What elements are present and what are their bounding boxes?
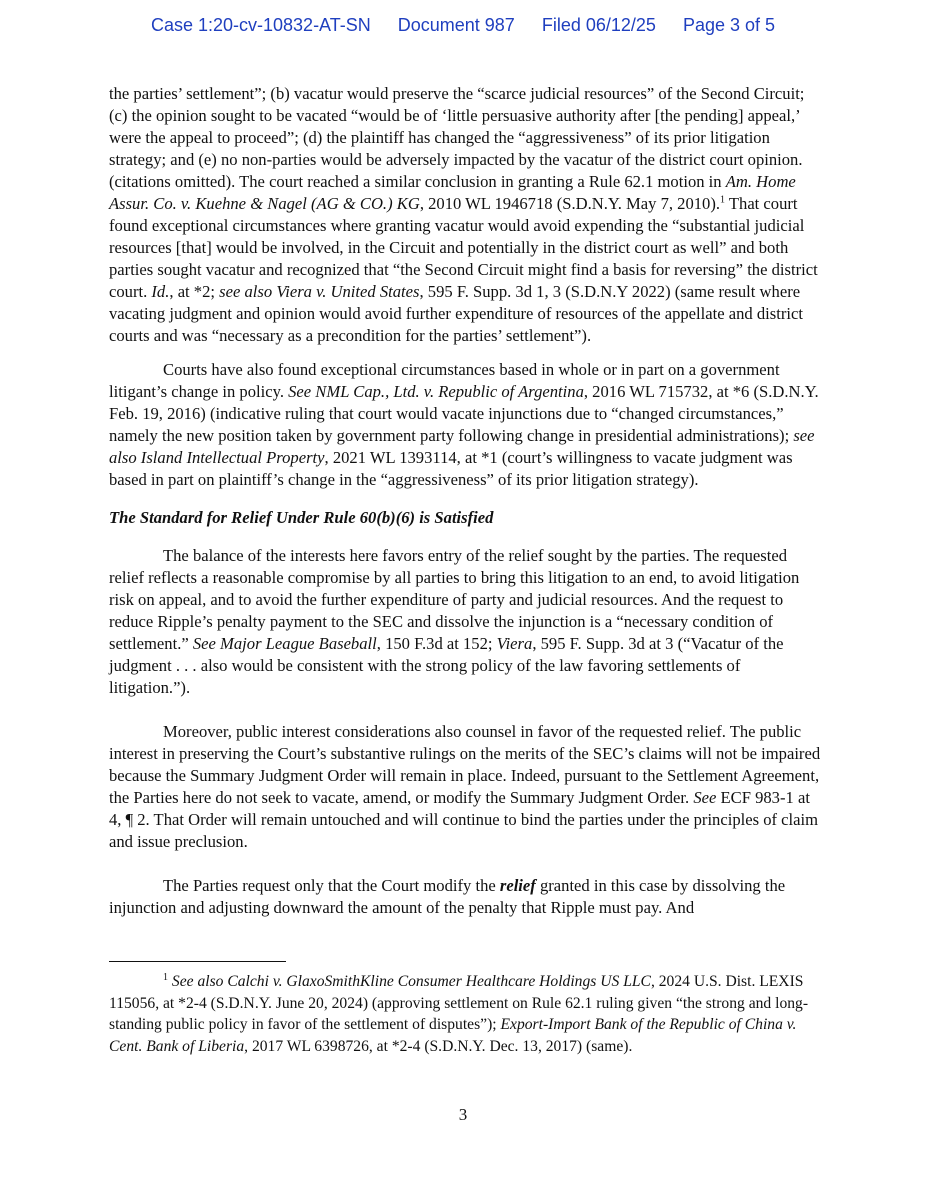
document-number: Document 987 — [397, 15, 515, 35]
footnote-ref: 1 — [720, 194, 726, 206]
footnote-1 — [109, 971, 821, 1057]
text: , 595 F. Supp. 3d 1, 3 (S.D.N.Y 2022) (same result where vacating judgment and opinion would avoid further expenditure of resources of the appellate and district courts and was “necessary as a precondition for the parties’ settlement”). — [109, 282, 803, 345]
text: , 2017 WL 6398726, at *2-4 (S.D.N.Y. Dec. 13, 2017) (same). — [244, 1037, 633, 1055]
text: , at *2; — [169, 282, 220, 301]
paragraph-2 — [109, 359, 821, 491]
footnote-text — [109, 971, 821, 1057]
text: the parties’ settlement”; (b) vacatur would preserve the “scarce judicial resources” of the Second Circuit; (c) the opinion sought to be vacated “would be of ‘little persuasive authority after [the pending] appeal,’ were the appeal to proceed”; (d) the plaintiff has changed the “aggressiveness” of its prior litigation strategy; and (e) no non-parties would be adversely impacted by the vacatur of the district court opinion. (citations omitted). The court reached a similar conclusion in granting a Rule 62.1 motion in — [109, 84, 805, 191]
page-number: 3 — [458, 1105, 468, 1124]
signal-word: See — [693, 788, 717, 807]
text: , 2010 WL 1946718 (S.D.N.Y. May 7, 2010). — [419, 194, 721, 213]
case-citation: Id. — [151, 282, 170, 301]
text: granted in this case by dissolving the injunction and adjusting downward the amount of the penalty that Ripple must pay. And — [109, 876, 786, 917]
case-citation: Export-Import Bank of the Republic of China v. Cent. Bank of Liberia — [109, 1016, 797, 1055]
case-citation: Viera — [496, 634, 533, 653]
section-heading: The Standard for Relief Under Rule 60(b)(6) is Satisfied — [109, 508, 494, 527]
text: ECF 983-1 at 4, ¶ 2. That Order will remain untouched and will continue to bind the parties under the principles of claim and issue preclusion. — [109, 788, 819, 851]
ecf-header — [0, 15, 926, 36]
case-number: Case 1:20-cv-10832-AT-SN — [150, 15, 371, 35]
text: The Parties request only that the Court modify the — [163, 876, 500, 895]
paragraph-1 — [109, 83, 821, 347]
footnote-number: 1 — [163, 971, 168, 983]
text: Courts have also found exceptional circumstances based in whole or in part on a government litigant’s change in policy. — [109, 360, 780, 401]
document-body — [109, 83, 821, 919]
case-citation: see also Island Intellectual Property — [109, 426, 815, 467]
case-citation: See NML Cap., Ltd. v. Republic of Argentina — [288, 382, 584, 401]
footnote-divider — [109, 961, 286, 962]
paragraph-5 — [109, 875, 821, 919]
text: , 595 F. Supp. 3d at 3 (“Vacatur of the judgment . . . also would be consistent with the strong policy of the law favoring settlements of litigation.”). — [109, 634, 784, 697]
text: , 150 F.3d at 152; — [376, 634, 497, 653]
filed-date: Filed 06/12/25 — [541, 15, 656, 35]
emphasis: relief — [499, 876, 536, 895]
text: That court found exceptional circumstances where granting vacatur would avoid expending the “substantial judicial resources [that] would be involved, in the Circuit and potentially in the district court as well” and both parties sought vacatur and recognized that “the Second Circuit might find a basis for reversing” the district court. — [109, 194, 818, 301]
text: , 2021 WL 1393114, at *1 (court’s willingness to vacate judgment was based in part on plaintiff’s change in the “aggressiveness” of its prior litigation strategy). — [109, 448, 793, 489]
case-citation: Am. Home Assur. Co. v. Kuehne & Nagel (AG & CO.) KG — [109, 172, 796, 213]
text: , 2024 U.S. Dist. LEXIS 115056, at *2-4 (S.D.N.Y. June 20, 2024) (approving settlement on Rule 62.1 ruling given “the strong and long-standing public policy in favor of the settlement of disputes”); — [109, 973, 809, 1033]
page-indicator: Page 3 of 5 — [682, 15, 776, 35]
text: Moreover, public interest considerations also counsel in favor of the requested relief. The public interest in preserving the Court’s substantive rulings on the merits of the SEC’s claims will not be impaired because the Summary Judgment Order will remain in place. Indeed, pursuant to the Settlement Agreement, the Parties here do not seek to vacate, amend, or modify the Summary Judgment Order. — [109, 722, 821, 807]
case-citation: See also Calchi v. GlaxoSmithKline Consumer Healthcare Holdings US LLC — [171, 973, 651, 990]
paragraph-3 — [109, 545, 821, 699]
text: The balance of the interests here favors entry of the relief sought by the parties. The requested relief reflects a reasonable compromise by all parties to bring this litigation to an end, to avoid litigation risk on appeal, and to avoid the further expenditure of party and judicial resources. And the request to reduce Ripple’s penalty payment to the SEC and dissolve the injunction is a “necessary condition of settlement.” — [109, 546, 800, 653]
case-citation: See Major League Baseball — [192, 634, 377, 653]
case-citation: see also Viera v. United States — [219, 282, 420, 301]
text: , 2016 WL 715732, at *6 (S.D.N.Y. Feb. 19, 2016) (indicative ruling that court would vacate injunctions due to “changed circumstances,” namely the new position taken by government party following change in presidential administrations); — [109, 382, 819, 445]
paragraph-4 — [109, 721, 821, 853]
